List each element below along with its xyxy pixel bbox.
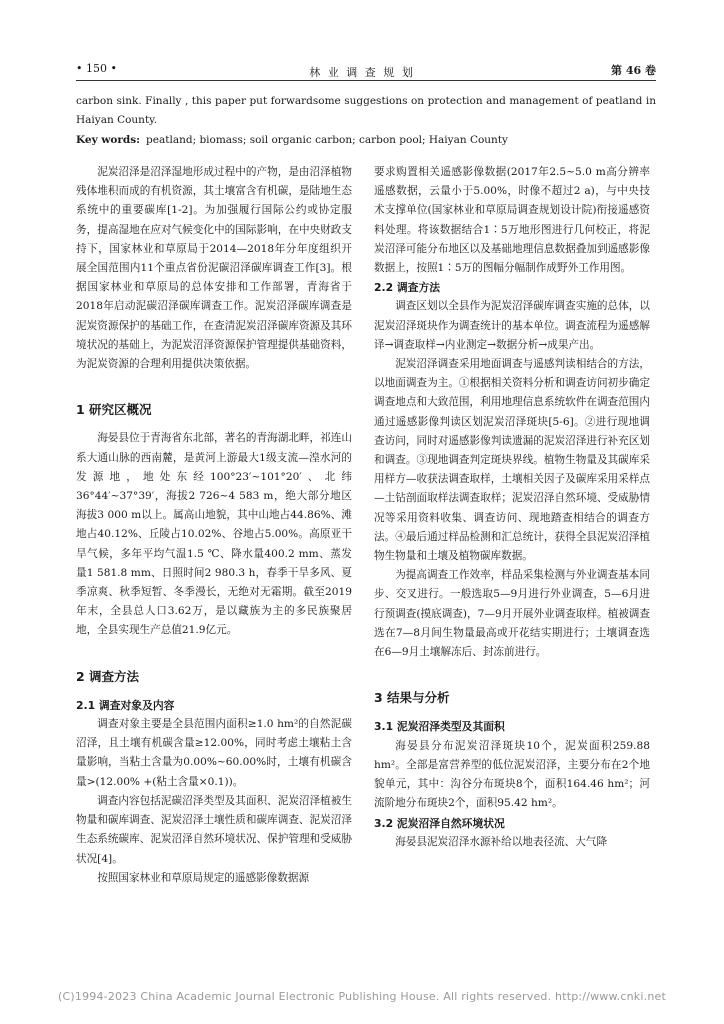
journal-title: 林 业 调 查 规 划 [309,66,415,79]
page-header [0,0,724,86]
section-2-2-paragraph-1: 调查区划以全县作为泥炭沼泽碳库调查实施的总体，以泥炭沼泽斑块作为调查统计的基本单位。调查流程为遥感解译→调查取样→内业测定→数据分析→成果产出。 [374,300,650,351]
section-2-1-paragraph-3: 按照国家林业和草原局规定的遥感影像数据源 [97,871,310,884]
section-3-2-paragraph: 海晏县泥炭沼泽水源补给以地表径流、大气降 [395,835,608,848]
section-2-2-paragraph-2: 泥炭沼泽调查采用地面调查与遥感判读相结合的方法，以地面调查为主。①根据相关资料分析和调查访问初步确定调查地点和大致范围，利用地理信息系统软件在调查范围内通过遥感影像判读区划泥炭沼泽斑块[5-6]。②进行现地调查访问，同时对遥感影像判读遗漏的泥炭沼泽进行补充区划和调查。③现地调查判定斑块界线。植物生物量及其碳库采用样方—收获法调查取样，土壤相关因子及碳库采用采样点—土钻剖面取样法调查取样；泥炭沼泽自然环境、受威胁情况等采用资料收集、调查访问、现地踏查相结合的调查方法。④最后通过样品检测和汇总统计，获得全县泥炭沼泽植物生物量和土壤及植物碳库数据。 [374,358,650,563]
keywords [76,131,656,150]
page-number: • 150 • [76,62,117,75]
section-3-1-paragraph: 海晏县分布泥炭沼泽斑块10个，泥炭面积259.88 hm²。全部是富营养型的低位泥炭沼泽，主要分布在2个地貌单元，其中：沟谷分布斑块8个，面积164.46 hm²；河流阶地分布斑块2个，面积95.42 hm²。 [374,739,650,810]
header-rule [76,80,656,81]
section-1-title: 1 研究区概况 [76,402,152,418]
keywords-text: peatland; biomass; soil organic carbon; carbon pool; Haiyan County [146,134,508,146]
left-column [76,163,352,888]
keywords-label: Key words: [76,134,141,146]
section-2-1-paragraph-1: 调查对象主要是全县范围内面积≥1.0 hm²的自然泥碳沼泽，且土壤有机碳含量≥12.00%，同时考虑土壤粘土含量影响，当粘土含量为0.00%~60.00%时，土壤有机碳含量>(12.00% +(粘土含量×0.1))。 [76,718,352,788]
abstract-tail: carbon sink. Finally , this paper put forwardsome suggestions on protection and management of peatland in Haiyan County. [76,95,656,126]
section-3-2-title: 3.2 泥炭沼泽自然环境状况 [374,816,505,830]
section-2-1-title: 2.1 调查对象及内容 [76,698,175,712]
section-3-title: 3 结果与分析 [374,690,450,706]
volume-label: 第 46 卷 [611,64,656,77]
section-2-1-paragraph-2: 调查内容包括泥碳沼泽类型及其面积、泥炭沼泽植被生物量和碳库调查、泥炭沼泽土壤性质和碳库调查、泥炭沼泽生态系统碳库、泥炭沼泽自然环境状况、保护管理和受威胁状况[4]。 [76,794,352,865]
section-2-2-title: 2.2 调查方法 [374,281,441,295]
copyright-footer: (C)1994-2023 China Academic Journal Electronic Publishing House. All rights reserved. http://www.cnki.net [58,990,666,1003]
section-2-2-paragraph-3: 为提高调查工作效率，样品采集检测与外业调查基本同步、交叉进行。一般选取5—9月进行外业调查，5—6月进行预调查(摸底调查)，7—9月开展外业调查取样。植被调查选在7—8月间生物量最高或开花结实期进行；土壤调查选在6—9月土壤解冻后、封冻前进行。 [374,569,650,659]
continued-paragraph: 要求购置相关遥感影像数据(2017年2.5~5.0 m高分辨率遥感数据，云量小于5.00%，时像不超过2 a)，与中央技术支撑单位(国家林业和草原局调查规划设计院)衔接遥感资料处理。将该数据结合1∶5万地形图进行几何校正，将泥炭沼泽可能分布地区以及基础地理信息数据叠加到遥感影像数据上，按照1∶5万的图幅分幅制作成野外工作用图。 [374,166,650,275]
section-1-text: 海晏县位于青海省东北部，著名的青海湖北畔，祁连山系大通山脉的西南麓，是黄河上游最大1级支流—湟水河的发源地，地处东经100°23′~101°20′、北纬36°44′~37°39′，海拔2 726~4 583 m，绝大部分地区海拔3 000 m以上。属高山地貌，其中山地占44.86%、滩地占40.12%、丘陵占10.02%、谷地占5.00%。高原亚干旱气候，多年平均气温1.5 ℃、降水量400.2 mm、蒸发量1 581.8 mm、日照时间2 980.3 h，春季干旱多风、夏季凉爽、秋季短暂、冬季漫长，无绝对无霜期。截至2019年末，全县总人口3.62万，是以藏族为主的多民族聚居地，全县实现生产总值21.9亿元。 [76,432,352,637]
section-2-title: 2 调查方法 [76,668,140,684]
section-3-1-title: 3.1 泥炭沼泽类型及其面积 [374,720,505,734]
right-column [374,163,650,852]
intro-paragraph: 泥炭沼泽是沼泽湿地形成过程中的产物，是由沼泽植物残体堆积而成的有机资源，其土壤富含有机碳，是陆地生态系统中的重要碳库[1-2]。为加强履行国际公约或协定服务，提高湿地在应对气候变化中的国际影响，在中央财政支持下，国家林业和草原局于2014—2018年分年度组织开展全国范围内11个重点省份泥碳沼泽碳库调查工作[3]。根据国家林业和草原局的总体安排和工作部署，青海省于2018年启动泥碳沼泽碳库调查工作。泥炭沼泽碳库调查是泥炭资源保护的基础工作，在查清泥炭沼泽碳库资源及其环境状况的基础上，为泥炭沼泽资源保护管理提供基础资料，为泥炭资源的合理利用提供决策依据。 [76,166,352,371]
